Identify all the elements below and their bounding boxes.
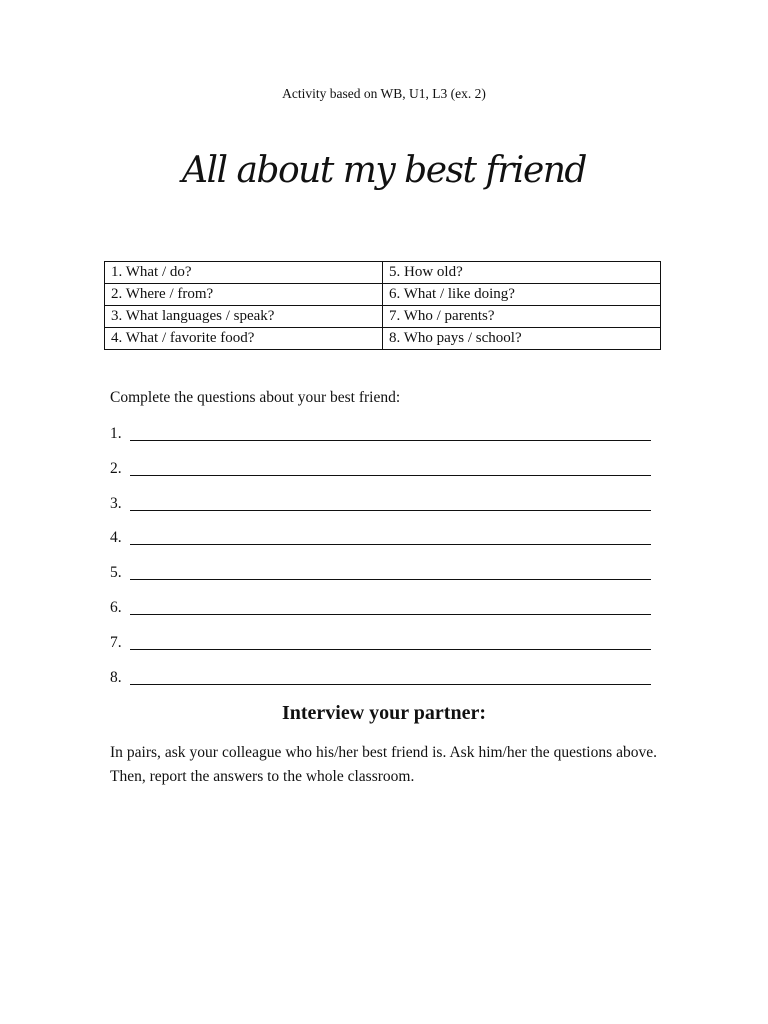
answer-lines [110,424,655,702]
answer-number: 1. [110,425,122,442]
table-row [105,262,661,284]
answer-line [110,494,655,529]
prompt-table [104,261,661,350]
prompt-cell: 6. What / like doing? [383,284,661,306]
table-row [105,306,661,328]
answer-line [110,633,655,668]
answer-line [110,424,655,459]
interview-instructions: In pairs, ask your colleague who his/her best friend is. Ask him/her the questions above. Then, report the answers to the whole classroom. [110,744,657,785]
answer-number: 2. [110,459,122,477]
answer-line [110,528,655,563]
prompt-cell: 1. What / do? [105,262,383,284]
prompt-cell: 4. What / favorite food? [105,328,383,350]
answer-blank [130,528,651,545]
prompt-cell: 3. What languages / speak? [105,306,383,328]
answer-number: 5. [110,564,122,582]
answer-blank [130,424,651,441]
exercise-instruction: Complete the questions about your best friend: [110,389,401,406]
answer-number: 4. [110,529,122,547]
answer-blank [130,598,651,615]
answer-line [110,598,655,633]
prompt-cell: 7. Who / parents? [383,306,661,328]
prompt-cell: 2. Where / from? [105,284,383,306]
answer-blank [130,459,651,476]
prompt-cell: 8. Who pays / school? [383,328,661,350]
answer-blank [130,563,651,580]
answer-line [110,668,655,703]
answer-number: 8. [110,668,122,686]
answer-blank [130,633,651,650]
page-title: All about my best friend [182,150,586,191]
answer-number: 6. [110,598,122,616]
answer-line [110,563,655,598]
answer-number: 7. [110,633,122,651]
prompt-cell: 5. How old? [383,262,661,284]
table-row [105,328,661,350]
table-row [105,284,661,306]
activity-reference: Activity based on WB, U1, L3 (ex. 2) [282,86,486,101]
answer-number: 3. [110,494,122,512]
interview-heading: Interview your partner: [281,702,487,724]
answer-blank [130,668,651,685]
answer-blank [130,494,651,511]
answer-line [110,459,655,494]
